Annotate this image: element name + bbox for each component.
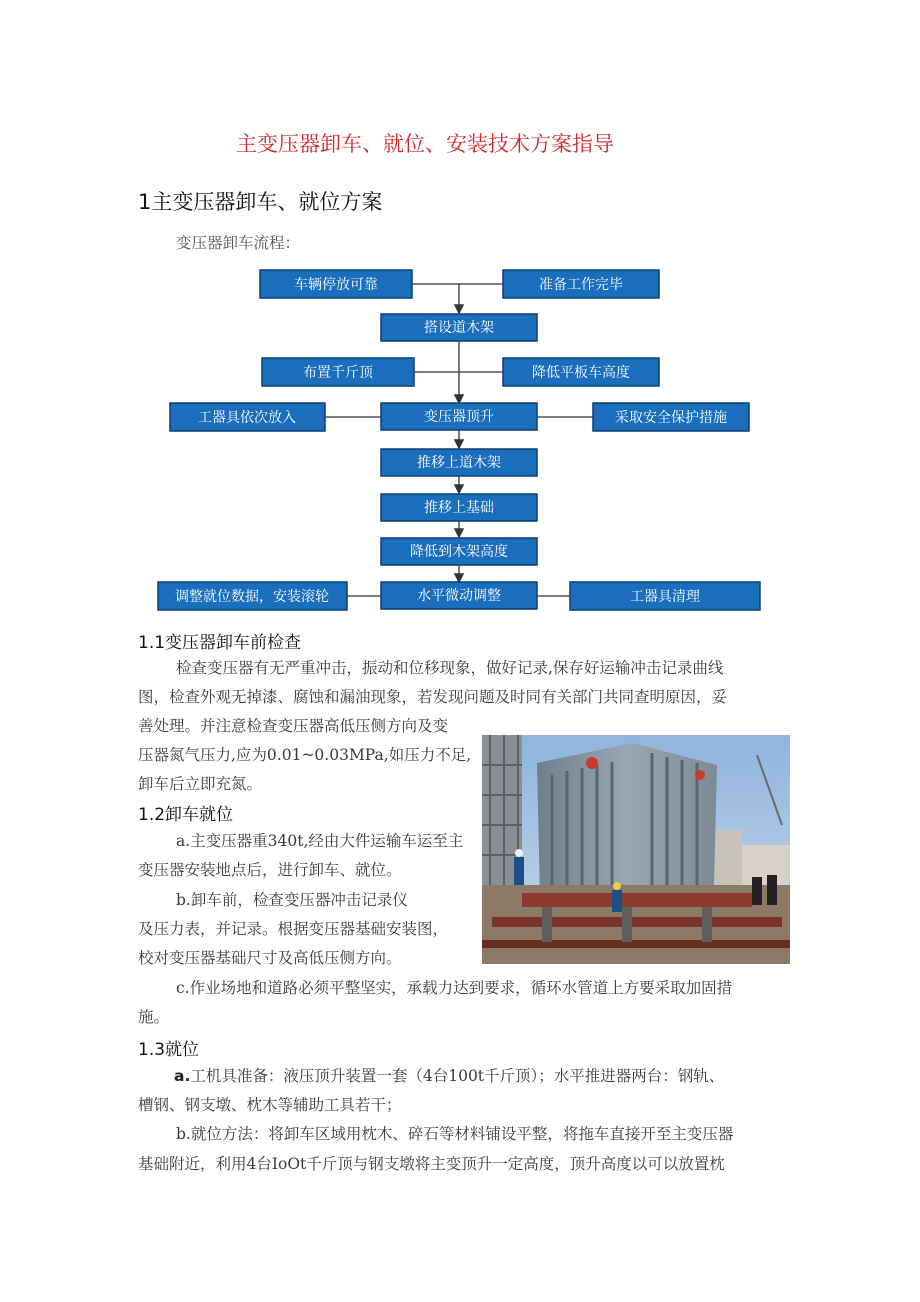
svg-text:工器具清理: 工器具清理 — [630, 589, 700, 605]
section-1-3-heading: 1.3就位 — [138, 1040, 200, 1060]
s1-2-c-line2: 施。 — [138, 1008, 170, 1026]
flow-box-tools-placed — [170, 403, 325, 431]
flow-box-horizontal-adjust — [381, 582, 537, 609]
transformer-photo — [482, 735, 790, 964]
svg-text:车辆停放可靠: 车辆停放可靠 — [294, 277, 378, 293]
svg-text:采取安全保护措施: 采取安全保护措施 — [615, 410, 727, 426]
s1-3-a-lead: a. — [174, 1067, 191, 1085]
flow-intro: 变压器卸车流程： — [176, 234, 301, 252]
svg-text:推移上道木架: 推移上道木架 — [417, 455, 501, 471]
flow-box-lower-trailer — [503, 358, 659, 386]
s1-1-line5: 卸车后立即充氮。 — [138, 775, 263, 793]
section-1-1-heading: 1.1变压器卸车前检查 — [138, 633, 302, 653]
s1-1-line4: 压器氮气压力,应为0.01~0.03MPa,如压力不足, — [138, 746, 472, 764]
flow-box-push-onto-foundation — [381, 494, 537, 521]
flow-box-push-onto-frame — [381, 449, 537, 476]
s1-3-b-line1: b.就位方法：将卸车区域用枕木、碎石等材料铺设平整，将拖车直接开至主变压器 — [176, 1125, 734, 1143]
svg-text:工器具依次放入: 工器具依次放入 — [198, 410, 296, 426]
svg-text:水平微动调整: 水平微动调整 — [417, 588, 501, 604]
flow-box-place-jacks — [262, 358, 414, 386]
transformer-photo-icon — [482, 735, 790, 964]
s1-2-b-line1: b.卸车前，检查变压器冲击记录仪 — [176, 891, 408, 909]
flow-box-safety-measures — [593, 403, 749, 431]
svg-text:准备工作完毕: 准备工作完毕 — [539, 277, 623, 293]
s1-1-line1: 检查变压器有无严重冲击，振动和位移现象，做好记录,保存好运输冲击记录曲线 — [176, 659, 724, 677]
flow-box-transformer-jacking — [381, 403, 537, 430]
flow-box-adjust-install-rollers — [158, 582, 347, 610]
svg-text:调整就位数据，安装滚轮: 调整就位数据，安装滚轮 — [175, 589, 329, 605]
svg-text:推移上基础: 推移上基础 — [424, 500, 494, 516]
svg-text:变压器顶升: 变压器顶升 — [424, 409, 494, 425]
s1-3-a-line1 — [174, 1062, 724, 1091]
s1-2-a-line2: 变压器安装地点后，进行卸车、就位。 — [138, 861, 402, 879]
s1-1-line3: 善处理。并注意检查变压器高低压侧方向及变 — [138, 717, 449, 735]
flow-box-vehicle-parked — [260, 270, 412, 298]
section-1-2-heading: 1.2卸车就位 — [138, 805, 234, 825]
s1-1-line2: 图，检查外观无掉漆、腐蚀和漏油现象，若发现问题及时同有关部门共同查明原因，妥 — [138, 688, 728, 706]
flow-box-preparation-done — [503, 270, 659, 298]
section-1-heading: 1主变压器卸车、就位方案 — [138, 190, 383, 214]
svg-text:布置千斤顶: 布置千斤顶 — [303, 365, 373, 381]
s1-2-b-line2: 及压力表，并记录。根据变压器基础安装图， — [138, 920, 449, 938]
svg-text:降低到木架高度: 降低到木架高度 — [410, 544, 508, 560]
unloading-flowchart — [150, 262, 770, 618]
flow-box-tools-cleanup — [570, 582, 760, 610]
s1-2-c-line1: c.作业场地和道路必须平整坚实，承载力达到要求，循环水管道上方要采取加固措 — [176, 979, 733, 997]
s1-2-a-line1: a.主变压器重340t,经由大件运输车运至主 — [176, 832, 464, 850]
flowchart-svg — [150, 262, 770, 618]
flow-box-build-wood-frame — [381, 314, 537, 341]
svg-text:降低平板车高度: 降低平板车高度 — [532, 365, 630, 381]
flow-box-lower-to-frame — [381, 538, 537, 565]
svg-text:搭设道木架: 搭设道木架 — [424, 320, 494, 336]
s1-3-a-line2: 槽钢、钢支墩、枕木等辅助工具若干； — [138, 1096, 402, 1114]
s1-2-b-line3: 校对变压器基础尺寸及高低压侧方向。 — [138, 949, 402, 967]
document-title: 主变压器卸车、就位、安装技术方案指导 — [236, 132, 614, 156]
s1-3-b-line2: 基础附近，利用4台IoOt千斤顶与钢支墩将主变顶升一定高度，顶升高度以可以放置枕 — [138, 1155, 725, 1173]
s1-3-a-line1-text: 工机具准备：液压顶升装置一套（4台100t千斤顶）；水平推进器两台：钢轨、 — [190, 1067, 725, 1085]
